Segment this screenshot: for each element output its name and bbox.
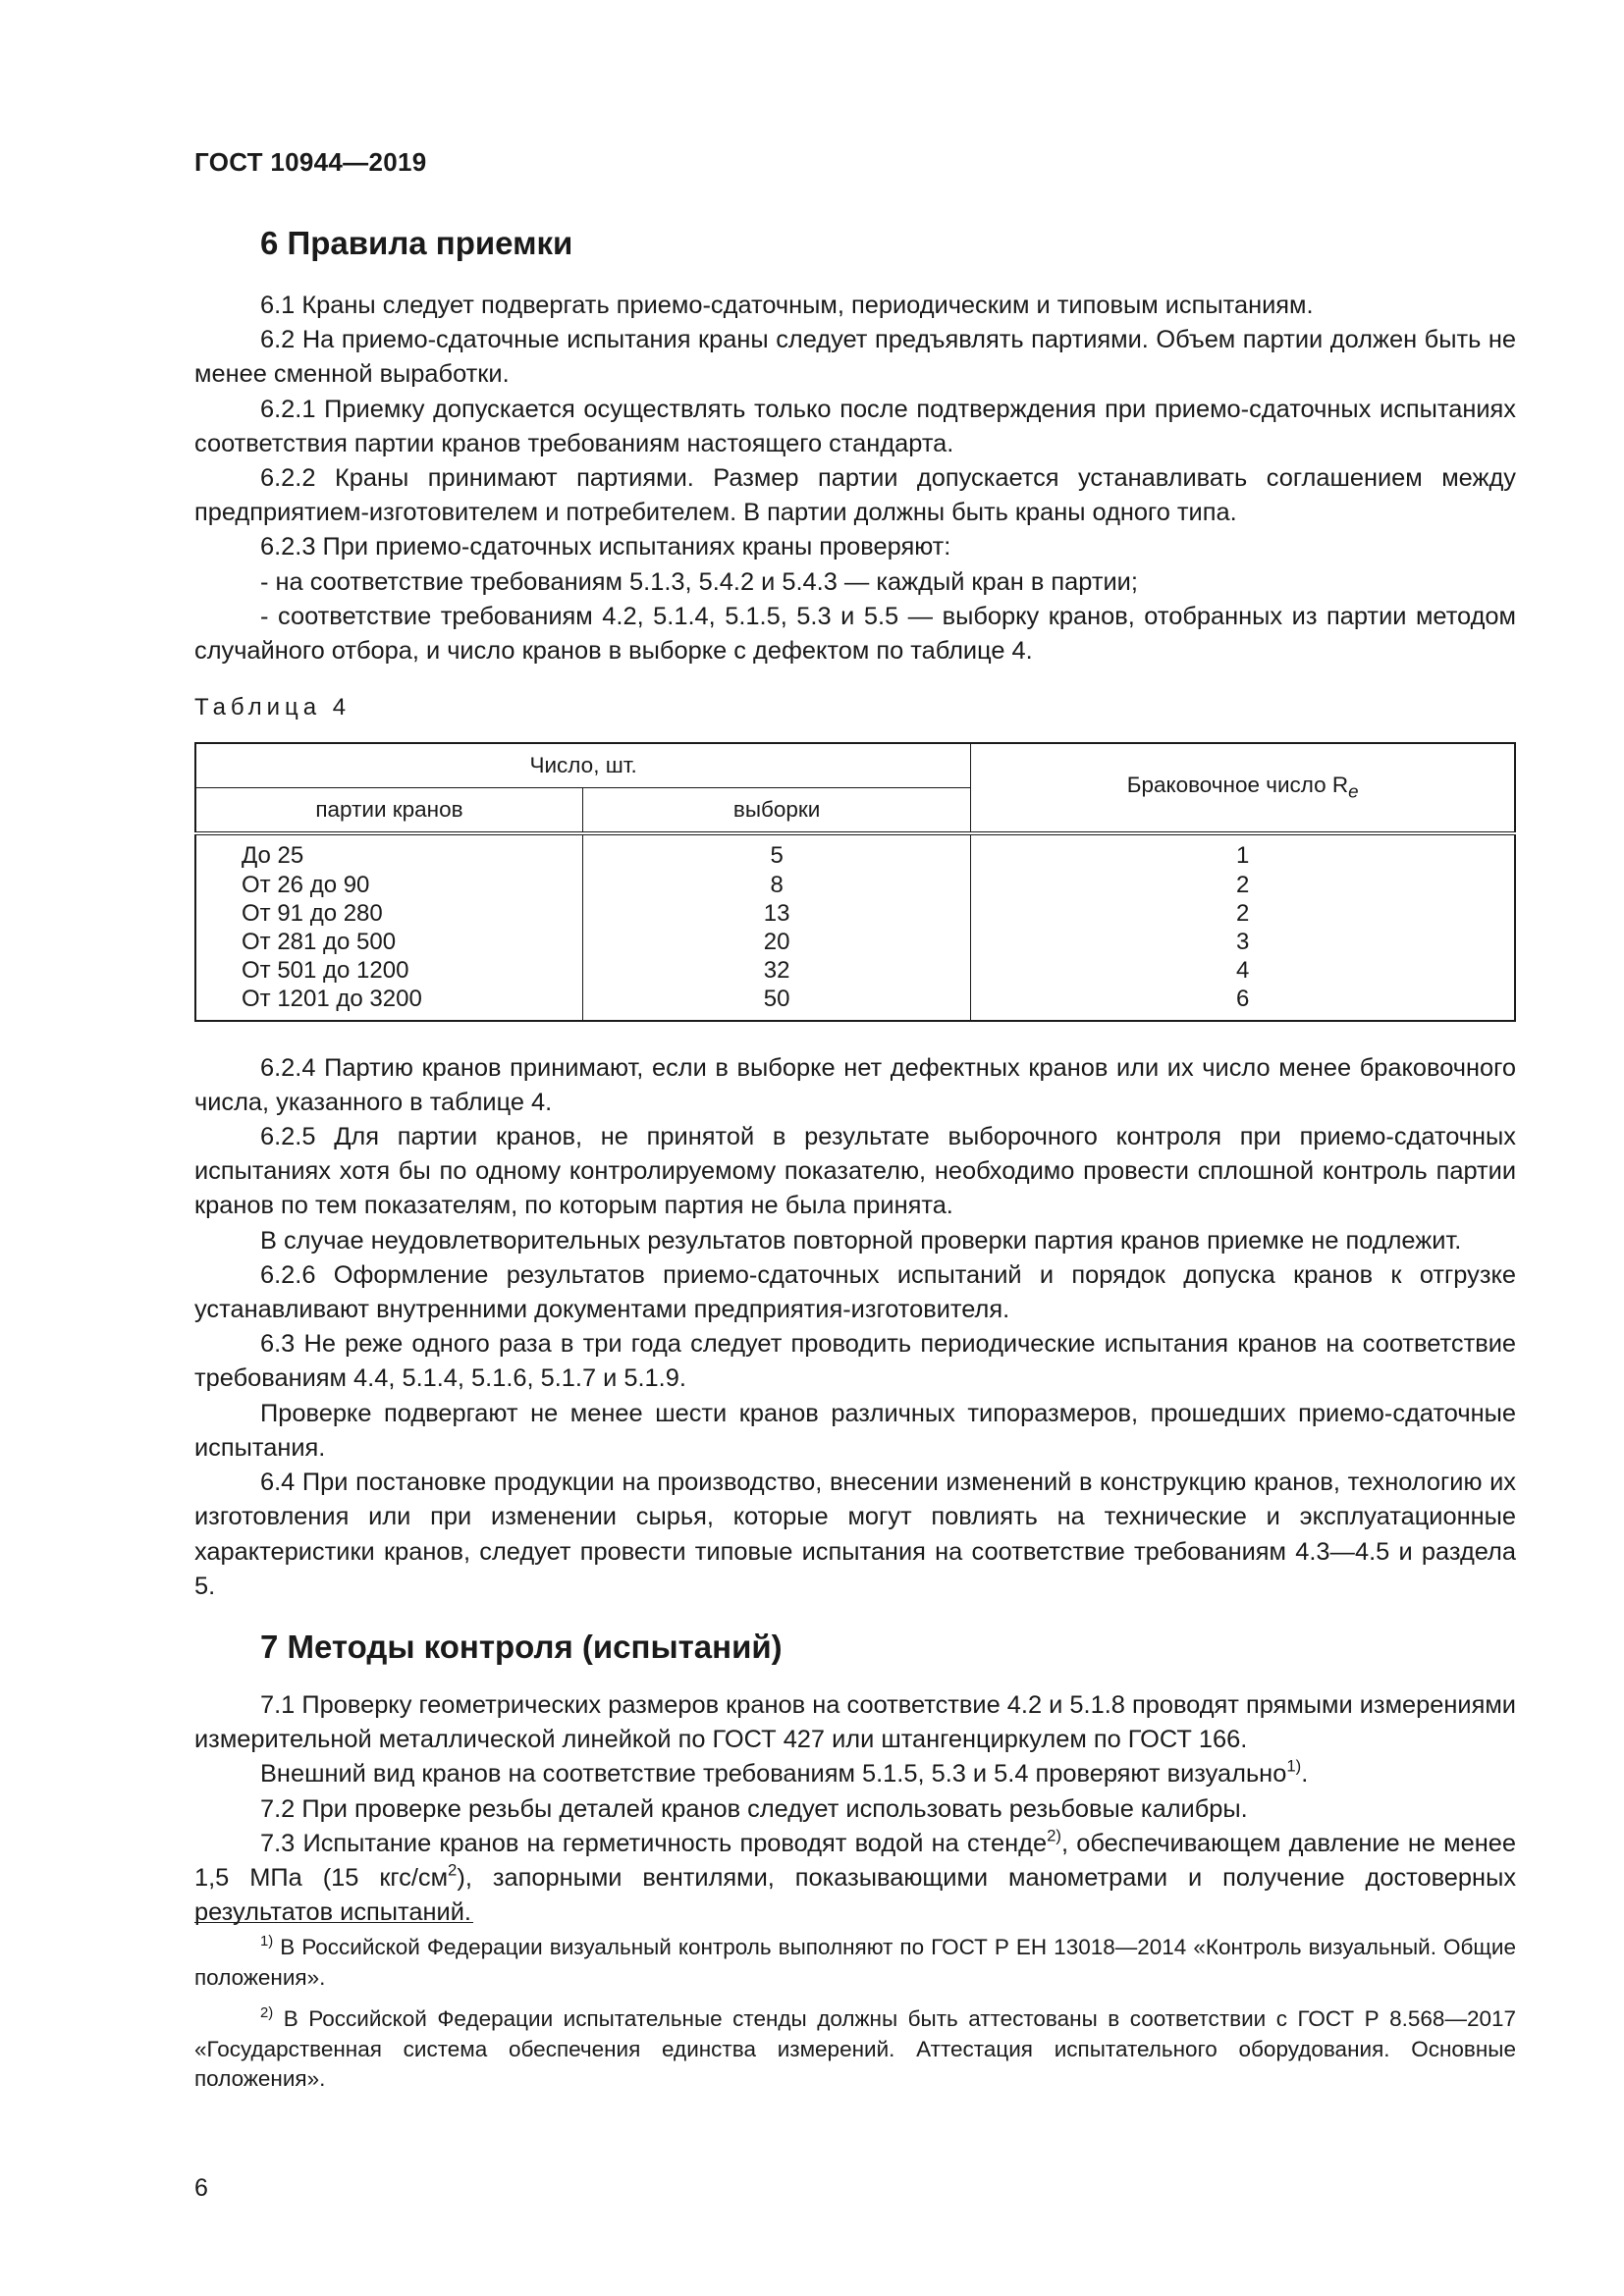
footnote-ref-2[interactable]: 2) — [1047, 1826, 1061, 1845]
cell-batch: От 91 до 280 — [195, 899, 582, 928]
cell-reject: 1 — [971, 833, 1515, 870]
paragraph-6-2-3: 6.2.3 При приемо-сдаточных испытаниях краны проверяют: — [260, 533, 951, 561]
paragraph-repeat-check: В случае неудовлетворительных результатов повторной проверки партия кранов приемке не подлежит. — [260, 1226, 1462, 1255]
unit-superscript: 2 — [448, 1860, 458, 1880]
paragraph-visual-check: Внешний вид кранов на соответствие требованиям 5.1.5, 5.3 и 5.4 проверяют визуально$^{1)}$. — [260, 1756, 1309, 1789]
footnotes — [194, 1922, 1516, 2107]
header-quantity-group: Число, шт. — [195, 743, 971, 788]
cell-sample: 8 — [582, 871, 970, 899]
paragraph-6-2-6: 6.2.6 Оформление результатов приемо-сдаточных испытаний и порядок допуска кранов к отгрузке устанавливают внутренними документами предприятия-изготовителя. — [194, 1260, 1516, 1324]
cell-batch: От 1201 до 3200 — [195, 985, 582, 1020]
table-row — [195, 985, 1515, 1020]
paragraph-six-cranes: Проверке подвергают не менее шести кранов различных типоразмеров, прошедших приемо-сдаточные испытания. — [194, 1399, 1516, 1462]
table-row — [195, 871, 1515, 899]
cell-sample: 32 — [582, 956, 970, 985]
paragraph-6-1: 6.1 Краны следует подвергать приемо-сдаточным, периодическим и типовым испытаниям. — [260, 292, 1314, 319]
header-reject-number: Браковочное число $R_e$ — [971, 743, 1515, 833]
cell-reject: 6 — [971, 985, 1515, 1020]
footnote-1: $^{1)}$ В Российской Федерации визуальный контроль выполняют по ГОСТ Р ЕН 13018—2014 «Контроль визуальный. Общие положения». — [194, 1933, 1516, 1990]
cell-sample: 5 — [582, 833, 970, 870]
page-content — [194, 222, 1516, 1930]
cell-sample: 20 — [582, 928, 970, 956]
document-code-header: ГОСТ 10944—2019 — [194, 147, 427, 177]
paragraph-6-2-5: 6.2.5 Для партии кранов, не принятой в результате выборочного контроля при приемо-сдаточных испытаниях хотя бы по одному контролируемому показателю, необходимо провести сплошной контроль партии кранов по тем показателям, по которым партия не была принята. — [194, 1123, 1516, 1220]
cell-reject: 2 — [971, 899, 1515, 928]
list-item-sample: - соответствие требованиям 4.2, 5.1.4, 5.1.5, 5.3 и 5.5 — выборку кранов, отобранных из партии методом случайного отбора, и число кранов в выборке с дефектом по таблице 4. — [194, 602, 1516, 666]
cell-batch: От 281 до 500 — [195, 928, 582, 956]
footnote-ref-1[interactable]: 1) — [1286, 1756, 1302, 1776]
paragraph-6-2-1: 6.2.1 Приемку допускается осуществлять только после подтверждения при приемо-сдаточных испытаниях соответствия партии кранов требованиям настоящего стандарта. — [194, 395, 1516, 457]
paragraph-6-2-4: 6.2.4 Партию кранов принимают, если в выборке нет дефектных кранов или их число менее браковочного числа, указанного в таблице 4. — [194, 1053, 1516, 1116]
paragraph-6-2: 6.2 На приемо-сдаточные испытания краны следует предъявлять партиями. Объем партии должен быть не менее сменной выработки. — [194, 326, 1516, 389]
table-4-caption: Таблица 4 — [194, 694, 352, 721]
table-row — [195, 956, 1515, 985]
page-number: 6 — [194, 2174, 208, 2202]
cell-sample: 50 — [582, 985, 970, 1020]
cell-batch: До 25 — [195, 833, 582, 870]
paragraph-7-2: 7.2 При проверке резьбы деталей кранов следует использовать резьбовые калибры. — [260, 1794, 1248, 1823]
paragraph-7-3: 7.3 Испытание кранов на герметичность проводят водой на стенде$^{2)}$, обеспечивающем давление не менее 1,5 МПа (15 кгс/$см^2$), запорными вентилями, показывающими манометрами и получение достоверных результатов испытаний. — [194, 1826, 1517, 1927]
table-4 — [194, 742, 1516, 1021]
header-batch: партии кранов — [195, 788, 582, 834]
paragraph-6-3: 6.3 Не реже одного раза в три года следует проводить периодические испытания кранов на соответствие требованиям 4.4, 5.1.4, 5.1.6, 5.1.7 и 5.1.9. — [194, 1330, 1516, 1393]
footnote-2: $^{2)}$ В Российской Федерации испытательные стенды должны быть аттестованы в соответствии с ГОСТ Р 8.568—2017 «Государственная система обеспечения единства измерений. Аттестация испытательного оборудования. Основные положения». — [194, 2004, 1516, 2091]
list-item-each-crane: - на соответствие требованиям 5.1.3, 5.4.2 и 5.4.3 — каждый кран в партии; — [260, 567, 1138, 596]
cell-batch: От 26 до 90 — [195, 871, 582, 899]
cell-reject: 4 — [971, 956, 1515, 985]
paragraph-7-1: 7.1 Проверку геометрических размеров кранов на соответствие 4.2 и 5.1.8 проводят прямыми измерениями измерительной металлической линейкой по ГОСТ 427 или штангенциркулем по ГОСТ 166. — [194, 1690, 1516, 1754]
cell-batch: От 501 до 1200 — [195, 956, 582, 985]
cell-sample: 13 — [582, 899, 970, 928]
cell-reject: 2 — [971, 871, 1515, 899]
section-6-title: 6 Правила приемки — [260, 225, 573, 261]
table-row — [195, 833, 1515, 870]
cell-reject: 3 — [971, 928, 1515, 956]
paragraph-6-4: 6.4 При постановке продукции на производство, внесении изменений в конструкцию кранов, технологию их изготовления или при изменении сырья, которые могут повлиять на технические и эксплуатационные характеристики кранов, следует провести типовые испытания на соответствие требованиям 4.3—4.5 и раздела 5. — [194, 1468, 1516, 1600]
footnote-separator — [194, 1922, 473, 1923]
table-row — [195, 928, 1515, 956]
header-sample: выборки — [582, 788, 970, 834]
paragraph-6-2-2: 6.2.2 Краны принимают партиями. Размер партии допускается устанавливать соглашением между предприятием-изготовителем и потребителем. В партии должны быть краны одного типа. — [194, 464, 1516, 527]
section-7-title: 7 Методы контроля (испытаний) — [260, 1628, 783, 1665]
table-row — [195, 899, 1515, 928]
